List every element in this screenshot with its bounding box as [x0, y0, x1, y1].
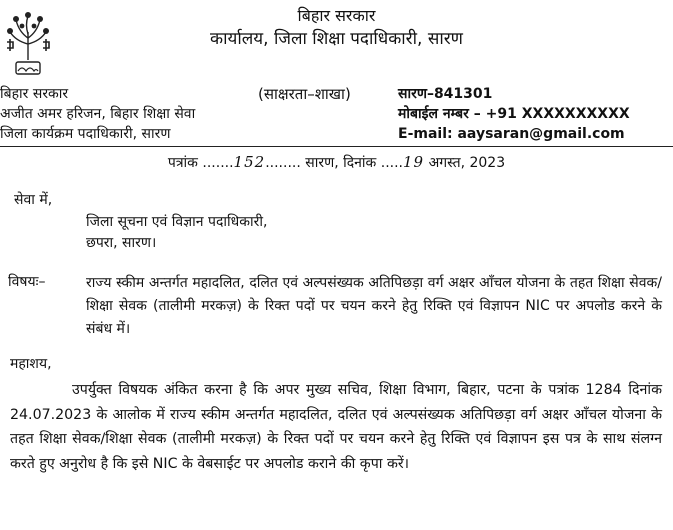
- addressee-block: [86, 212, 267, 254]
- reference-month-year: अगस्त, 2023: [428, 155, 506, 171]
- addressee-line-2: छपरा, सारण।: [86, 235, 157, 251]
- contact-block: [398, 84, 630, 144]
- reference-line: पत्रांक .......152........ सारण, दिनांक .....19 अगस्त, 2023: [167, 153, 506, 171]
- subject-label: विषयः–: [8, 274, 46, 290]
- subject-text: राज्य स्कीम अन्तर्गत महादलित, दलित एवं अल्पसंख्यक अतिपिछड़ा वर्ग अक्षर आँचल योजना के तहत शिक्षा सेवक/शिक्षा सेवक (तालीमी मरकज़) के रिक्त पदों पर चयन करने हेतु रिक्ति एवं विज्ञापन NIC पर अपलोड करने के संबंध में।: [86, 275, 662, 337]
- reference-day: 19: [403, 153, 425, 171]
- header-office: कार्यालय, जिला शिक्षा पदाधिकारी, सारण: [210, 29, 463, 49]
- contact-pin: सारण–841301: [398, 86, 493, 102]
- reference-label: पत्रांक: [167, 155, 198, 171]
- branch-label: (साक्षरता–शाखा): [258, 85, 351, 103]
- addressee-salutation: सेवा में,: [14, 192, 53, 208]
- greeting: महाशय,: [10, 356, 52, 372]
- body-paragraph: उपर्युक्त विषयक अंकित करना है कि अपर मुख्य सचिव, शिक्षा विभाग, बिहार, पटना के पत्रांक 1284 दिनांक 24.07.2023 के आलोक में राज्य स्कीम अन्तर्गत महादलित, दलित एवं अल्पसंख्यक अतिपिछड़ा वर्ग अक्षर आँचल योजना के तहत शिक्षा सेवक/शिक्षा सेवक (तालीमी मरकज़) के रिक्त पदों पर चयन करने हेतु रिक्ति एवं विज्ञापन इस पत्र के साथ संलग्न करते हुए अनुरोध है कि इसे NIC के वेबसाईट पर अपलोड कराने की कृपा करें।: [10, 382, 662, 472]
- contact-mobile: मोबाईल नम्बर – +91 XXXXXXXXXX: [398, 106, 630, 122]
- header-government: बिहार सरकार: [297, 6, 376, 25]
- sender-line-1: बिहार सरकार: [0, 86, 69, 102]
- reference-number: 152: [233, 153, 266, 171]
- sender-line-2: अजीत अमर हरिजन, बिहार शिक्षा सेवा: [0, 106, 196, 122]
- contact-email: E-mail: aaysaran@gmail.com: [398, 126, 625, 142]
- addressee-line-1: जिला सूचना एवं विज्ञान पदाधिकारी,: [86, 214, 268, 230]
- header-divider: [0, 146, 673, 147]
- reference-place-date: सारण, दिनांक: [305, 155, 377, 171]
- sender-block: [0, 84, 195, 144]
- sender-line-3: जिला कार्यक्रम पदाधिकारी, सारण: [0, 126, 171, 142]
